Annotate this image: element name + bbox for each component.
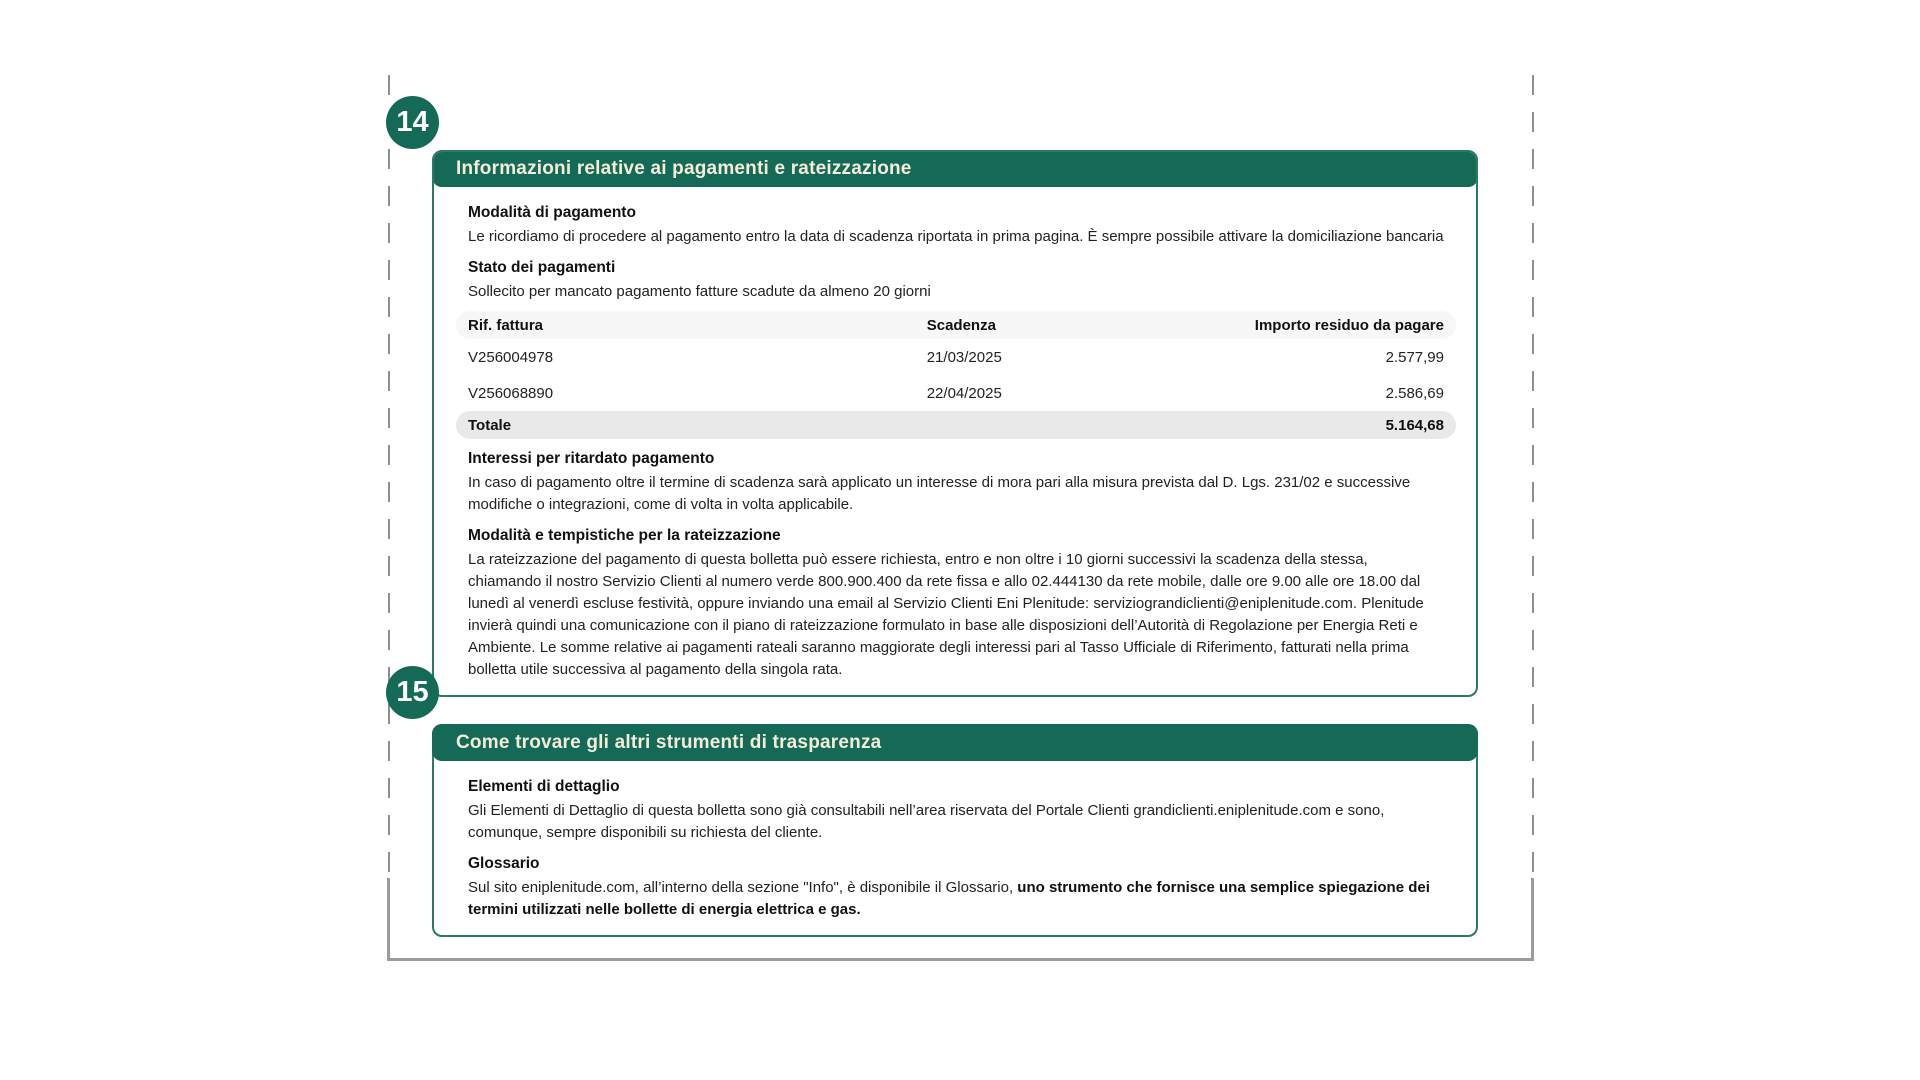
invoices-header-ref: Rif. fattura [468,316,543,334]
glossary-text [468,877,1444,921]
transparency-panel-header-bar [432,724,1478,761]
invoice-amount: 2.586,69 [1385,384,1444,402]
page-edge-solid-line-right [1531,878,1534,960]
invoices-table-header-row [456,311,1456,339]
page-edge-dashed-line-left [388,75,390,881]
annotation-badge-14 [386,96,439,149]
invoice-due-date: 22/04/2025 [926,384,1002,402]
overdue-invoices-table [468,311,1444,439]
invoice-ref: V256004978 [468,348,554,366]
page-edge-dashed-line-right [1532,75,1534,881]
late-interest-heading: Interessi per ritardato pagamento [468,450,715,467]
payment-status-text: Sollecito per mancato pagamento fatture scadute da almeno 20 giorni [468,283,931,300]
glossary-heading: Glossario [468,855,540,872]
payments-panel-body [434,187,1476,695]
payments-panel-title: Informazioni relative ai pagamenti e rateizzazione [456,157,912,179]
page-edge-solid-line-left [387,878,390,960]
total-amount: 5.164,68 [1385,416,1444,434]
invoice-ref: V256068890 [468,384,554,402]
installments-text: La rateizzazione del pagamento di questa bolletta può essere richiesta, entro e non oltre i 10 giorni successivi la scadenza della stessa, chiamando il nostro Servizio Clienti al numero verde 800.900.400 da rete fissa e allo 02.444130 da rete mobile, dalle ore 9.00 alle ore 18.00 dal lunedì al venerdì escluse festività, oppure inviando una email al Servizio Clienti Eni Plenitude: serviziograndiclienti@eniplenitude.com. Plenitude invierà quindi una comunicazione con il piano di rateizzazione formulato in base alle disposizioni dell’Autorità di Regolazione per Energia Reti e Ambiente. Le somme relative ai pagamenti rateali saranno maggiorate degli interessi pari al Tasso Ufficiale di Riferimento, fatturati nella prima bolletta utile successiva al pagamento della singola rata. [468,551,1424,678]
glossary-text-regular: Sul sito eniplenitude.com, all’interno della sezione "Info", è disponibile il Glossario, [468,879,1018,896]
invoice-due-date: 21/03/2025 [926,348,1002,366]
payment-status-heading: Stato dei pagamenti [468,259,616,276]
payment-method-text: Le ricordiamo di procedere al pagamento entro la data di scadenza riportata in prima pagina. È sempre possibile attivare la domiciliazione bancaria [468,228,1444,245]
payments-info-panel [432,150,1478,697]
invoices-header-due: Scadenza [926,316,996,334]
table-row [468,375,1444,411]
transparency-panel-body [434,761,1476,935]
payments-panel-header-bar [432,150,1478,187]
table-row [468,339,1444,375]
installments-heading: Modalità e tempistiche per la rateizzazione [468,527,781,544]
page-bottom-border-line [387,958,1534,961]
annotation-badge-14-number: 14 [396,106,429,138]
late-interest-text: In caso di pagamento oltre il termine di scadenza sarà applicato un interesse di mora pari alla misura prevista dal D. Lgs. 231/02 e successive modifiche o integrazioni, come di volta in volta applicabile. [468,474,1411,513]
annotation-badge-15 [386,666,439,719]
annotation-badge-15-number: 15 [396,676,429,708]
transparency-panel-title: Come trovare gli altri strumenti di trasparenza [456,731,882,753]
total-label: Totale [468,416,512,434]
invoice-amount: 2.577,99 [1385,348,1444,366]
invoices-table-total-row [456,411,1456,439]
glossary-text-bold: uno strumento che fornisce una semplice spiegazione dei termini utilizzati nelle bollette di energia elettrica e gas. [468,879,1430,918]
transparency-panel [432,724,1478,937]
detail-elements-text: Gli Elementi di Dettaglio di questa bolletta sono già consultabili nell’area riservata del Portale Clienti grandiclienti.eniplenitude.com e sono, comunque, sempre disponibili su richiesta del cliente. [468,802,1385,841]
invoices-header-amount: Importo residuo da pagare [1254,316,1444,334]
detail-elements-heading: Elementi di dettaglio [468,778,620,795]
payment-method-heading: Modalità di pagamento [468,204,636,221]
